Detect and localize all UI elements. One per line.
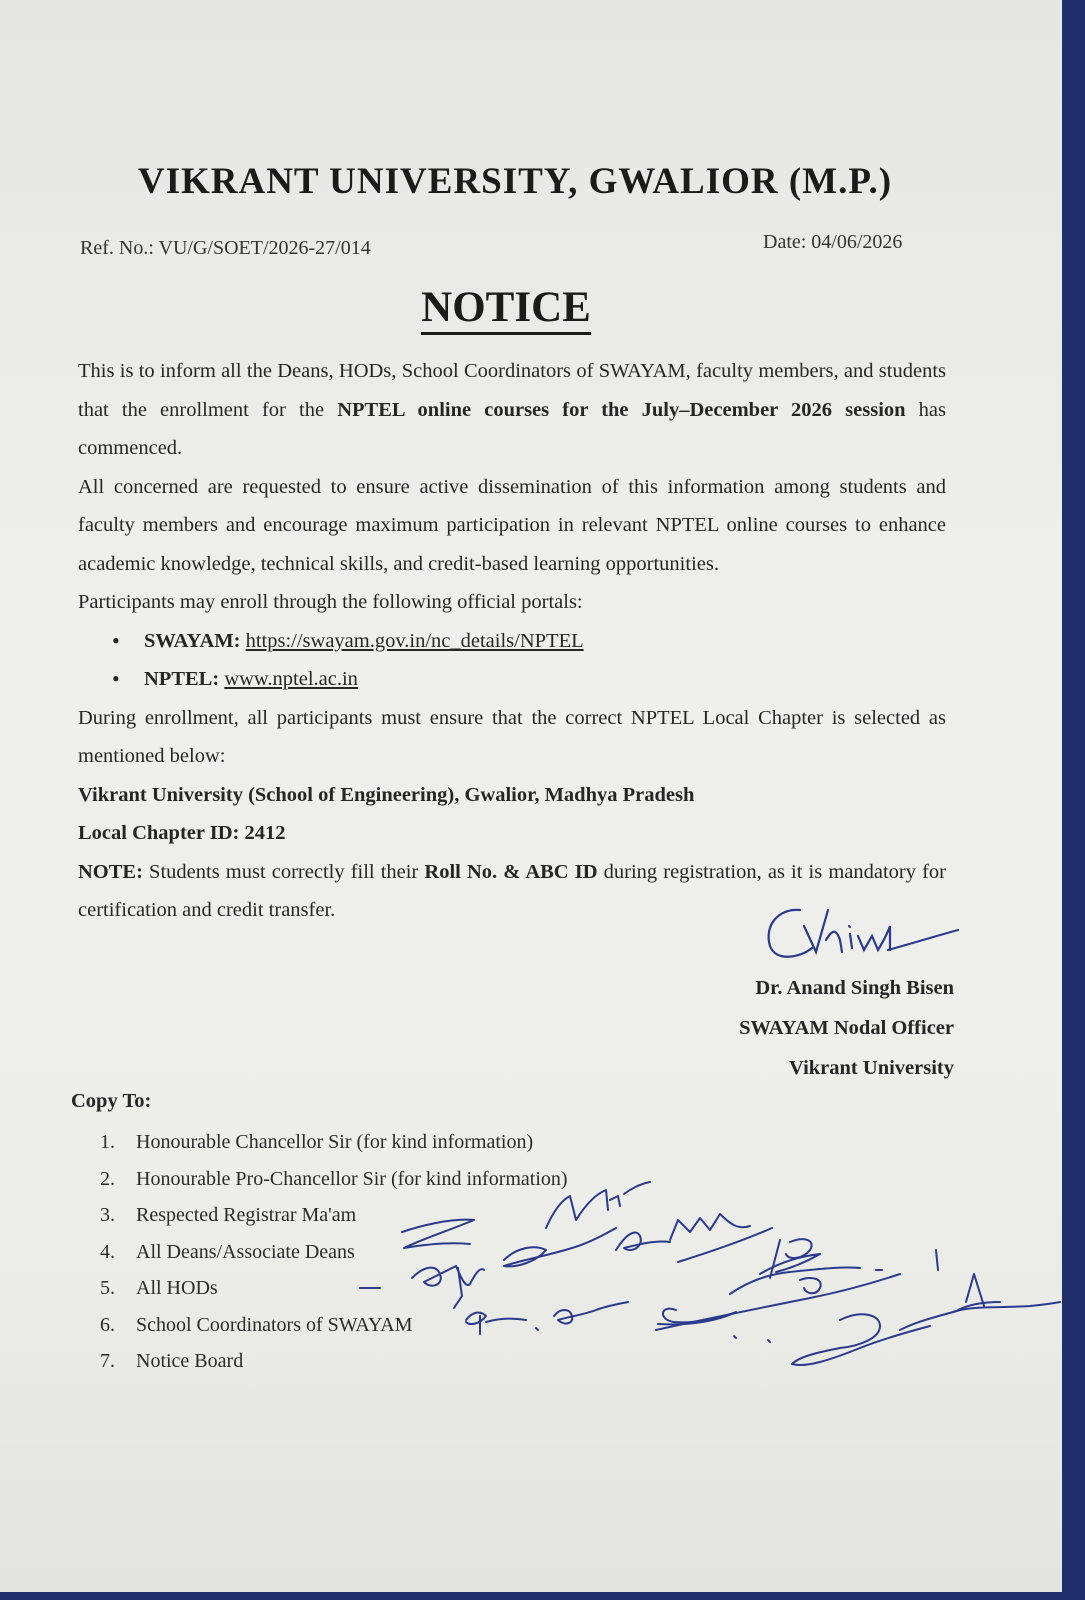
list-item-text: Respected Registrar Ma'am <box>136 1204 357 1226</box>
portal-list <box>78 622 946 699</box>
signatory-organization: Vikrant University <box>789 1057 954 1079</box>
reference-number: Ref. No.: VU/G/SOET/2026-27/014 <box>80 237 371 259</box>
list-item-text: Notice Board <box>136 1350 244 1372</box>
portal-item-swayam <box>78 622 946 661</box>
list-item-number: 5. <box>100 1277 115 1299</box>
chapter-name-text: Vikrant University (School of Engineering), Gwalior, Madhya Pradesh <box>78 783 695 806</box>
intro-text-b: has commenced. <box>78 398 947 459</box>
portal-item-nptel <box>78 660 946 699</box>
list-item-number: 1. <box>100 1131 115 1153</box>
list-item-number: 6. <box>100 1313 115 1336</box>
signatory-block <box>620 968 954 1088</box>
university-heading: VIKRANT UNIVERSITY, GWALIOR (M.P.) <box>137 161 893 202</box>
list-item-text: Honourable Chancellor Sir (for kind information) <box>136 1131 534 1153</box>
notice-title <box>0 283 1012 332</box>
swayam-link[interactable]: https://swayam.gov.in/nc_details/NPTEL <box>245 629 584 652</box>
paragraph-request: All concerned are requested to ensure active dissemination of this information among students and faculty members and encourage maximum participation in relevant NPTEL online courses to enhance academic knowledge, technical skills, and credit-based learning opportunities. <box>78 475 946 575</box>
signatory-name: Dr. Anand Singh Bisen <box>755 977 954 999</box>
list-item-number: 3. <box>100 1204 115 1226</box>
note-text-a: Students must correctly fill their <box>142 860 425 883</box>
received-signatures <box>340 1170 1070 1390</box>
list-item-text: Honourable Pro-Chancellor Sir (for kind information) <box>136 1167 568 1190</box>
portal-label: NPTEL: <box>144 668 220 690</box>
list-item <box>100 1124 568 1161</box>
notice-title-text: NOTICE <box>421 284 591 335</box>
intro-text-a: This is to inform all the Deans, HODs, School Coordinators of SWAYAM, faculty members, and students that the enrollment for the <box>78 360 946 421</box>
list-item-number: 7. <box>100 1350 115 1372</box>
signature-mark <box>760 896 970 968</box>
note-label: NOTE: <box>78 860 143 883</box>
paragraph-portals-intro: Participants may enroll through the following official portals: <box>78 591 583 613</box>
notice-date: Date: 04/06/2026 <box>763 231 903 253</box>
portal-label: SWAYAM: <box>144 629 241 652</box>
paragraph-chapter-instruction: During enrollment, all participants must ensure that the correct NPTEL Local Chapter is selected as mentioned below: <box>78 706 946 767</box>
list-item-number: 4. <box>100 1240 115 1263</box>
copy-to-label: Copy To: <box>71 1090 152 1112</box>
list-item-text: All Deans/Associate Deans <box>136 1240 355 1263</box>
list-item-text: All HODs <box>136 1277 218 1299</box>
paragraph-intro <box>78 352 946 468</box>
notice-body <box>78 352 946 930</box>
chapter-id-text: Local Chapter ID: 2412 <box>78 822 286 844</box>
note-text-b: during registration, as it is mandatory for certification and credit transfer. <box>78 860 947 921</box>
signatory-designation: SWAYAM Nodal Officer <box>739 1017 954 1039</box>
nptel-link[interactable]: www.nptel.ac.in <box>224 668 358 690</box>
list-item-number: 2. <box>100 1167 115 1190</box>
list-item-text: School Coordinators of SWAYAM <box>136 1313 413 1336</box>
note-text-bold: Roll No. & ABC ID <box>424 860 598 883</box>
chapter-name <box>78 776 946 815</box>
intro-text-bold: NPTEL online courses for the July–December 2026 session <box>337 398 906 421</box>
chapter-id <box>78 814 946 853</box>
